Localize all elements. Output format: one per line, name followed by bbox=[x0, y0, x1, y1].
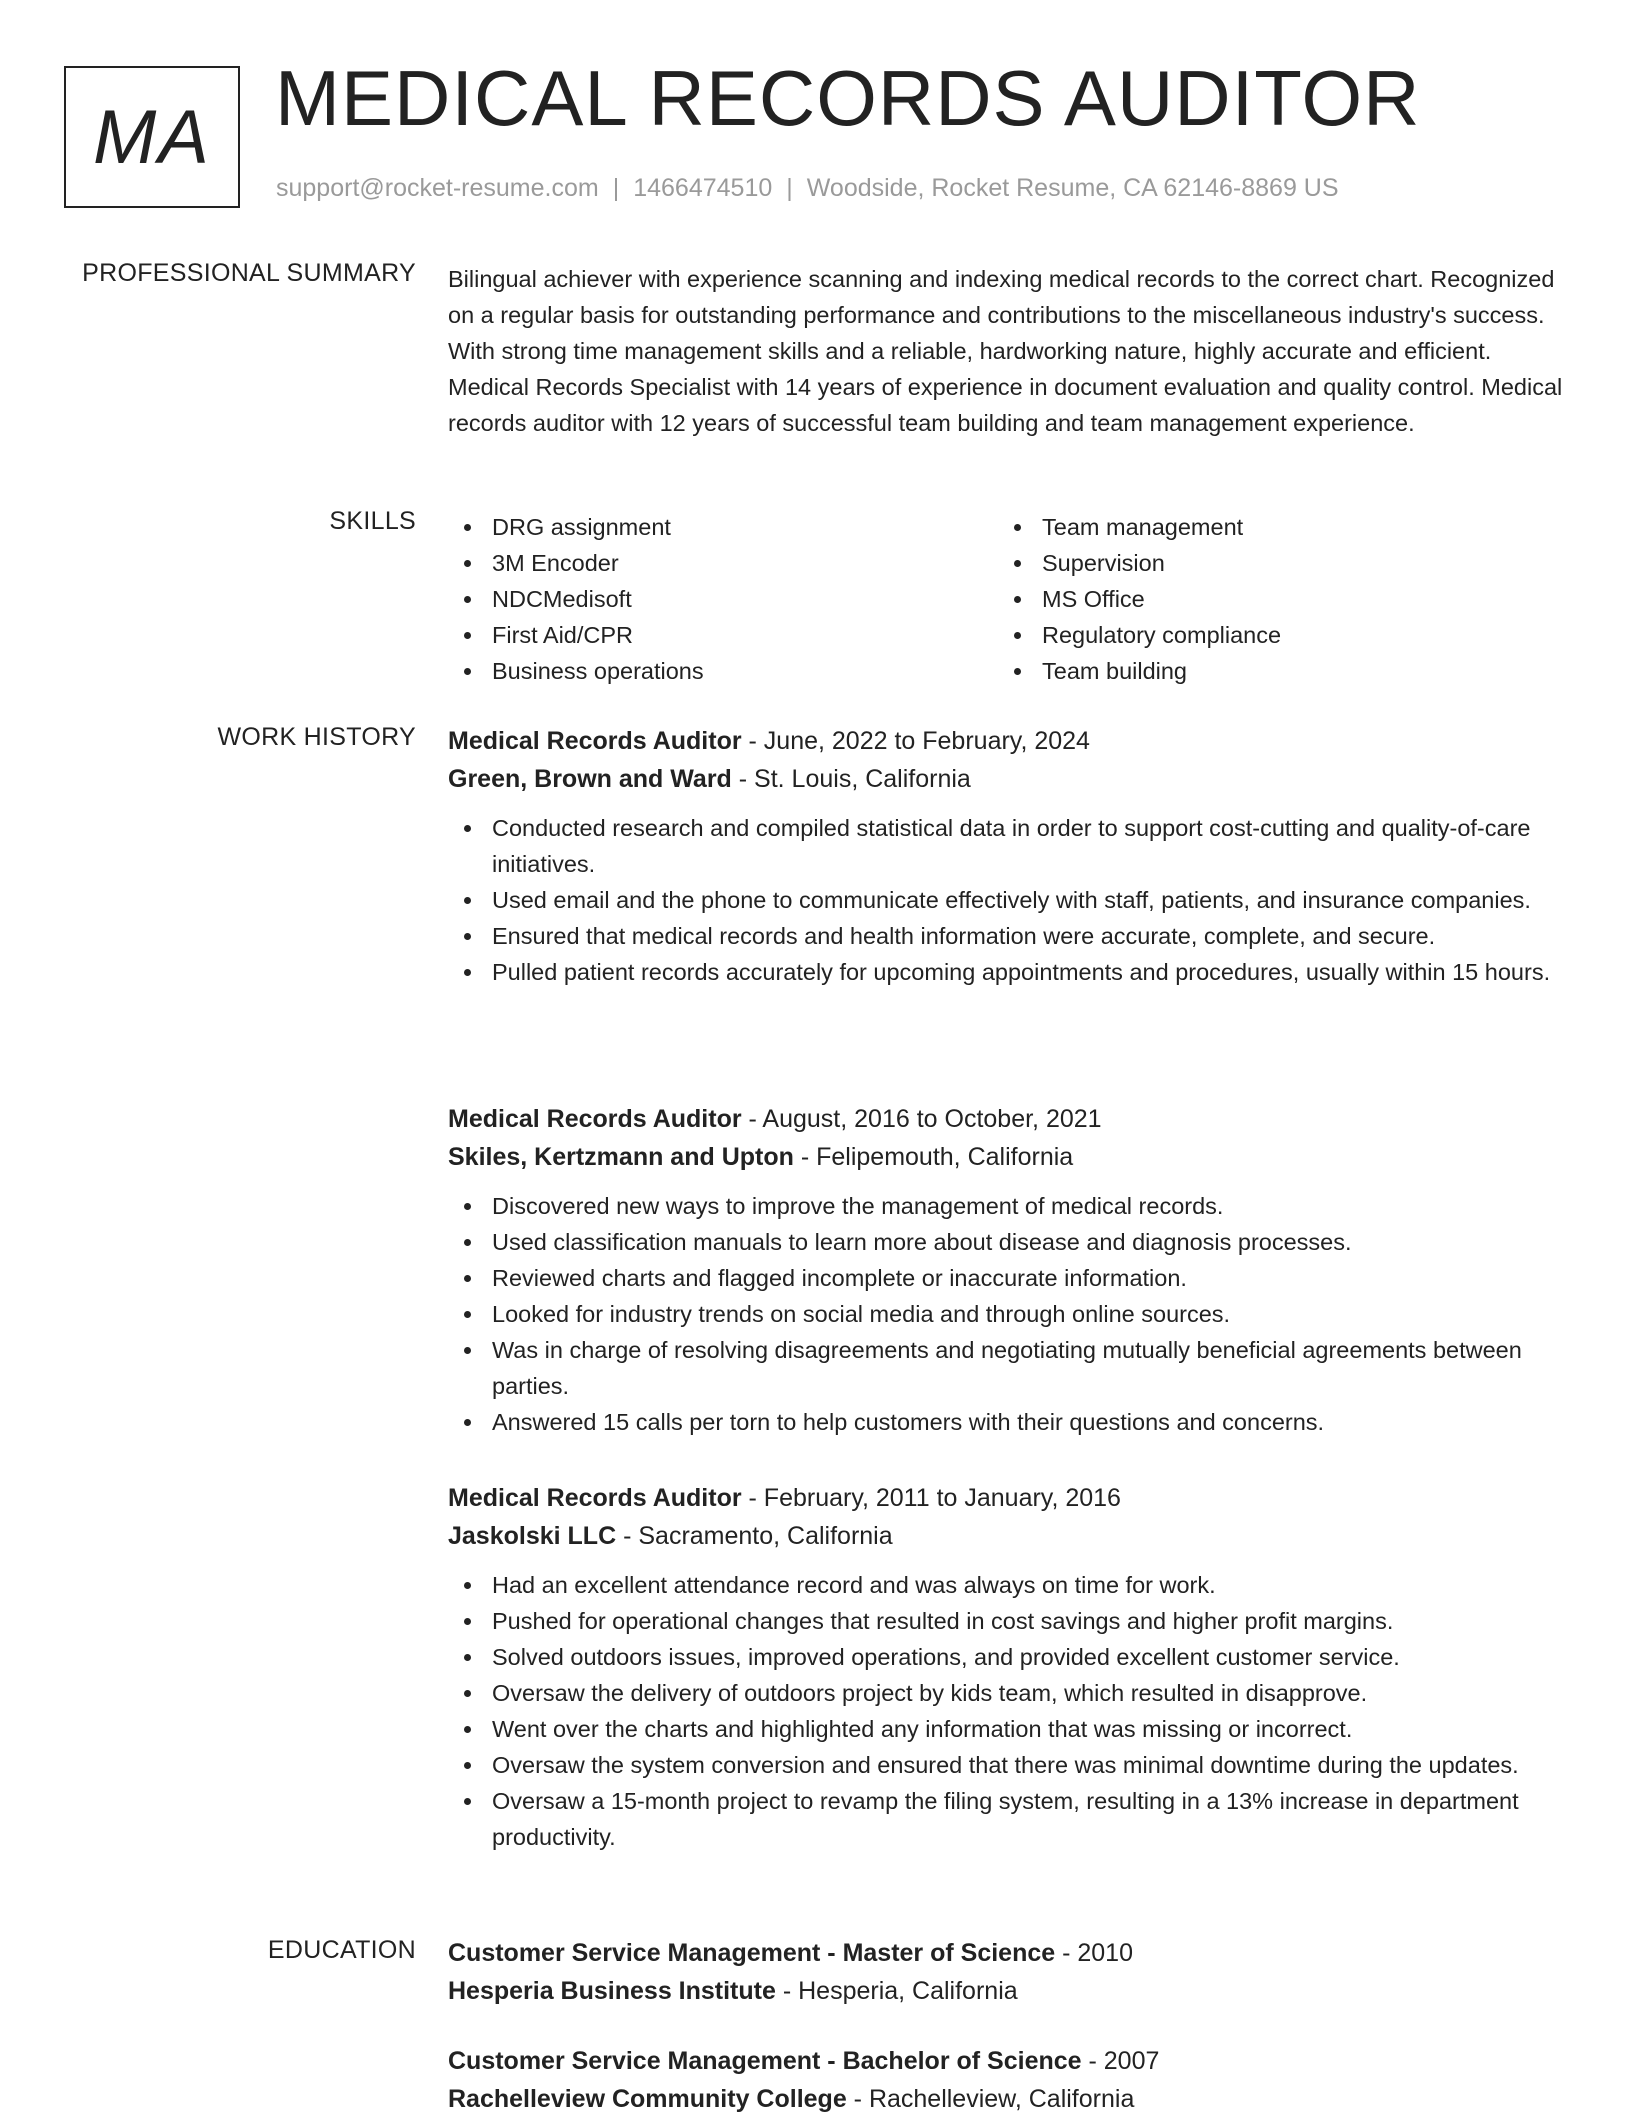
job-bullets bbox=[448, 1188, 1564, 1440]
skills-heading: SKILLS bbox=[329, 507, 416, 535]
education-school: Hesperia Business Institute bbox=[448, 1977, 776, 2005]
education-location: Hesperia, California bbox=[798, 1977, 1018, 2005]
monogram-initials: MA bbox=[93, 94, 211, 180]
skill-item: 3M Encoder bbox=[448, 545, 998, 581]
job-bullet: Was in charge of resolving disagreements and negotiating mutually beneficial agreements between parties. bbox=[448, 1332, 1564, 1404]
job-bullet: Discovered new ways to improve the management of medical records. bbox=[448, 1188, 1564, 1224]
summary-body bbox=[448, 261, 1564, 441]
job-location: St. Louis, California bbox=[754, 765, 971, 793]
skill-item: First Aid/CPR bbox=[448, 617, 998, 653]
contact-separator: | bbox=[786, 174, 793, 202]
skill-item: Team building bbox=[998, 653, 1548, 689]
skill-item: Business operations bbox=[448, 653, 998, 689]
job-bullet: Oversaw the delivery of outdoors project by kids team, which resulted in disapprove. bbox=[448, 1675, 1564, 1711]
summary-heading: PROFESSIONAL SUMMARY bbox=[82, 259, 416, 287]
job-bullets bbox=[448, 1567, 1564, 1855]
job-bullet: Went over the charts and highlighted any information that was missing or incorrect. bbox=[448, 1711, 1564, 1747]
education-entry bbox=[448, 2042, 1564, 2118]
education-year: 2010 bbox=[1077, 1939, 1133, 1967]
job-bullet: Reviewed charts and flagged incomplete or inaccurate information. bbox=[448, 1260, 1564, 1296]
job-bullet: Ensured that medical records and health information were accurate, complete, and secure. bbox=[448, 918, 1564, 954]
job-role: Medical Records Auditor bbox=[448, 727, 742, 755]
education-school-line: Rachelleview Community College - Rachelleview, California bbox=[448, 2085, 1135, 2113]
job-entry bbox=[448, 722, 1564, 990]
job-dates: February, 2011 to January, 2016 bbox=[763, 1484, 1121, 1512]
job-bullet: Oversaw the system conversion and ensured that there was minimal downtime during the updates. bbox=[448, 1747, 1564, 1783]
job-role: Medical Records Auditor bbox=[448, 1105, 742, 1133]
job-company: Jaskolski LLC bbox=[448, 1522, 617, 1550]
job-entry bbox=[448, 1479, 1564, 1855]
skills-column-right bbox=[998, 509, 1548, 689]
skill-item: NDCMedisoft bbox=[448, 581, 998, 617]
job-company-line: Skiles, Kertzmann and Upton - Felipemouth, California bbox=[448, 1143, 1074, 1171]
skills-grid bbox=[448, 509, 1564, 689]
skills-column-left bbox=[448, 509, 998, 689]
work-history-heading: WORK HISTORY bbox=[217, 723, 416, 751]
contact-phone[interactable]: 1466474510 bbox=[633, 174, 773, 202]
education-degree-line: Customer Service Management - Bachelor of Science - 2007 bbox=[448, 2047, 1160, 2075]
skills-body bbox=[448, 509, 1564, 689]
job-bullet: Pulled patient records accurately for upcoming appointments and procedures, usually within 15 hours. bbox=[448, 954, 1564, 990]
skill-item: Supervision bbox=[998, 545, 1548, 581]
contact-line bbox=[276, 174, 1339, 203]
job-bullet: Conducted research and compiled statistical data in order to support cost-cutting and quality-of-care initiatives. bbox=[448, 810, 1564, 882]
skill-item: Regulatory compliance bbox=[998, 617, 1548, 653]
job-location: Felipemouth, California bbox=[816, 1143, 1074, 1171]
job-dates: June, 2022 to February, 2024 bbox=[763, 727, 1090, 755]
job-dates: August, 2016 to October, 2021 bbox=[762, 1105, 1102, 1133]
skill-item: Team management bbox=[998, 509, 1548, 545]
education-degree-line: Customer Service Management - Master of Science - 2010 bbox=[448, 1939, 1133, 1967]
job-entry bbox=[448, 1100, 1564, 1440]
monogram-badge bbox=[64, 66, 240, 208]
education-entry bbox=[448, 1934, 1564, 2010]
contact-separator: | bbox=[612, 174, 620, 202]
job-location: Sacramento, California bbox=[638, 1522, 893, 1550]
job-bullet: Oversaw a 15-month project to revamp the filing system, resulting in a 13% increase in department productivity. bbox=[448, 1783, 1564, 1855]
education-heading: EDUCATION bbox=[267, 1936, 416, 1964]
contact-address: Woodside, Rocket Resume, CA 62146-8869 US bbox=[806, 174, 1339, 202]
education-degree: Customer Service Management - Bachelor of Science bbox=[448, 2047, 1082, 2075]
contact-email[interactable]: support@rocket-resume.com bbox=[276, 174, 599, 202]
education-location: Rachelleview, California bbox=[868, 2085, 1135, 2113]
job-company-line: Jaskolski LLC - Sacramento, California bbox=[448, 1522, 893, 1550]
job-role: Medical Records Auditor bbox=[448, 1484, 742, 1512]
job-bullet: Solved outdoors issues, improved operations, and provided excellent customer service. bbox=[448, 1639, 1564, 1675]
job-role-line: Medical Records Auditor - June, 2022 to February, 2024 bbox=[448, 727, 1090, 755]
job-company-line: Green, Brown and Ward - St. Louis, California bbox=[448, 765, 971, 793]
education-school: Rachelleview Community College bbox=[448, 2085, 847, 2113]
resume-title: MEDICAL RECORDS AUDITOR bbox=[275, 54, 1421, 142]
job-bullet: Used classification manuals to learn more about disease and diagnosis processes. bbox=[448, 1224, 1564, 1260]
education-degree: Customer Service Management - Master of Science bbox=[448, 1939, 1056, 1967]
job-bullets bbox=[448, 810, 1564, 990]
job-company: Green, Brown and Ward bbox=[448, 765, 732, 793]
job-bullet: Pushed for operational changes that resulted in cost savings and higher profit margins. bbox=[448, 1603, 1564, 1639]
education-school-line: Hesperia Business Institute - Hesperia, California bbox=[448, 1977, 1018, 2005]
job-bullet: Answered 15 calls per torn to help customers with their questions and concerns. bbox=[448, 1404, 1564, 1440]
job-company: Skiles, Kertzmann and Upton bbox=[448, 1143, 794, 1171]
job-role-line: Medical Records Auditor - August, 2016 to October, 2021 bbox=[448, 1105, 1102, 1133]
job-role-line: Medical Records Auditor - February, 2011 to January, 2016 bbox=[448, 1484, 1121, 1512]
skill-item: DRG assignment bbox=[448, 509, 998, 545]
summary-text: Bilingual achiever with experience scanning and indexing medical records to the correct chart. Recognized on a regular basis for outstanding performance and contributions to the miscellaneous industry's success. With strong time management skills and a reliable, hardworking nature, highly accurate and efficient. Medical Records Specialist with 14 years of experience in document evaluation and quality control. Medical records auditor with 12 years of successful team building and team management experience. bbox=[448, 266, 1563, 436]
job-bullet: Looked for industry trends on social media and through online sources. bbox=[448, 1296, 1564, 1332]
education-year: 2007 bbox=[1103, 2047, 1160, 2075]
skill-item: MS Office bbox=[998, 581, 1548, 617]
job-bullet: Used email and the phone to communicate effectively with staff, patients, and insurance companies. bbox=[448, 882, 1564, 918]
job-bullet: Had an excellent attendance record and was always on time for work. bbox=[448, 1567, 1564, 1603]
